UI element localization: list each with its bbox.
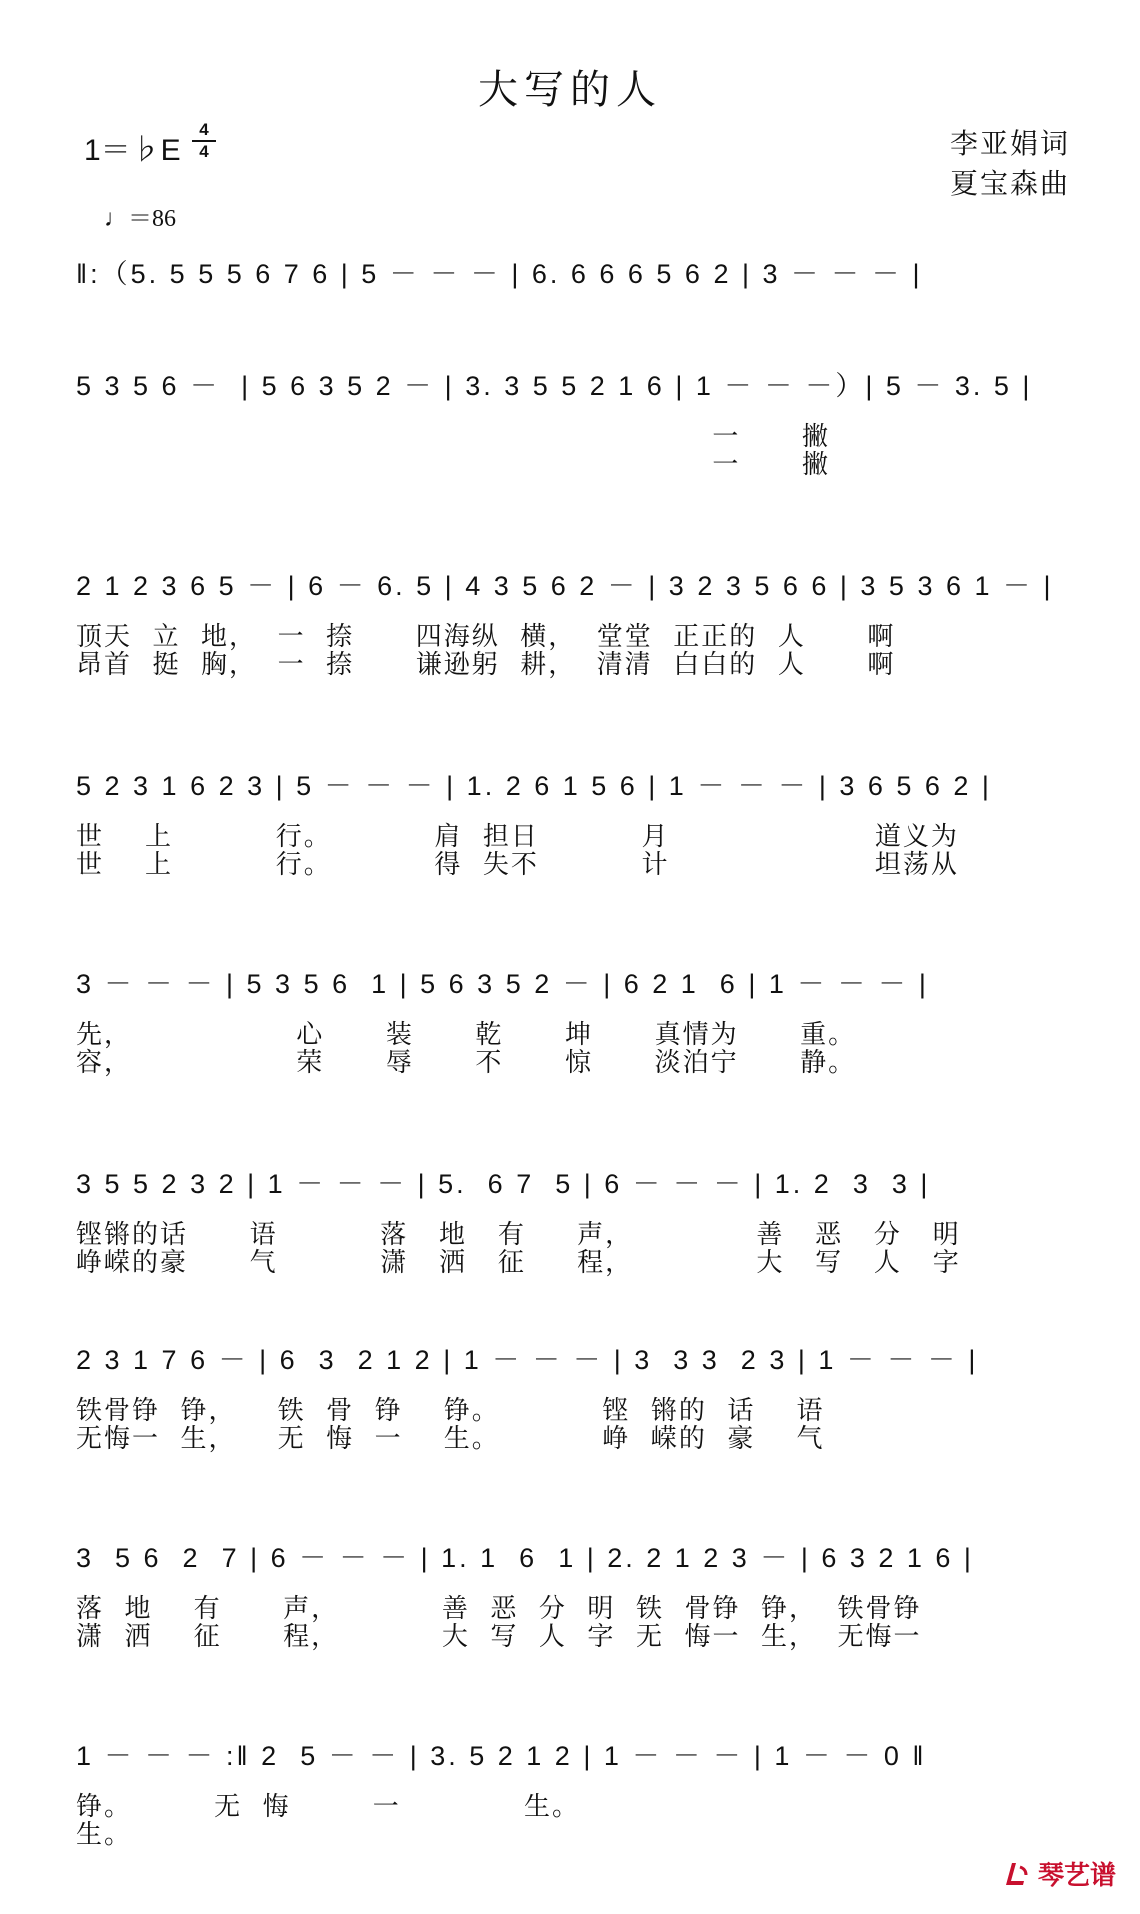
notation-line: 5 3 5 6 － | 5 6 3 5 2 － | 3. 3 5 5 2 1 6 | 1 － － －）| 5 － 3. 5 | — [76, 371, 1033, 401]
notation-line: 5 2 3 1 6 2 3 | 5 － － － | 1. 2 6 1 5 6 | 1 － － － | 3 6 5 6 2 | — [76, 771, 992, 801]
lyric-verse-2: 昂首 挺 胸， 一 捺 谦逊躬 耕， 清清 白白的 人 啊 — [76, 650, 896, 680]
watermark — [1002, 1855, 1116, 1892]
lyric-verse-2: 世 上 行。 得 失不 计 坦荡从 — [76, 850, 959, 880]
notation-line: 2 1 2 3 6 5 － | 6 － 6. 5 | 4 3 5 6 2 － | 3 2 3 5 6 6 | 3 5 3 6 1 － | — [76, 571, 1054, 601]
lyric-verse-1: 铮。 无 悔 一 生。 — [76, 1792, 580, 1822]
notation-line: 2 3 1 7 6 － | 6 3 2 1 2 | 1 － － － | 3 3 3 2 3 | 1 － － － | — [76, 1345, 979, 1375]
lyric-verse-2: 潇 洒 征 程， 大 写 人 字 无 悔一 生， 无悔一 — [76, 1622, 922, 1652]
song-title: 大写的人 — [478, 67, 662, 113]
key-signature: 1＝♭E — [84, 134, 181, 167]
lyric-verse-2: 无悔一 生， 无 悔 一 生。 峥 嵘的 豪 气 — [76, 1424, 825, 1454]
lyric-verse-1: 铁骨铮 铮， 铁 骨 铮 铮。 铿 锵的 话 语 — [76, 1396, 825, 1426]
composer-credit: 夏宝森曲 — [949, 167, 1070, 200]
watermark-text: 琴艺谱 — [1037, 1861, 1116, 1891]
notation-line: ‖:（5. 5 5 5 6 7 6 | 5 － － － | 6. 6 6 6 5 6 2 | 3 － － － | — [76, 259, 923, 289]
lyric-verse-2: 一 撇 — [76, 450, 830, 480]
lyricist-credit: 李亚娟词 — [949, 127, 1070, 160]
music-note-logo-icon — [1002, 1859, 1032, 1889]
lyric-verse-1: 世 上 行。 肩 担日 月 道义为 — [76, 822, 959, 852]
lyric-verse-2: 生。 — [76, 1820, 133, 1850]
lyric-verse-1: 铿锵的话 语 落 地 有 声， 善 恶 分 明 — [76, 1220, 961, 1250]
lyric-verse-1: 一 撇 — [76, 422, 830, 452]
time-signature — [192, 121, 216, 161]
time-signature-bottom: 4 — [199, 142, 209, 161]
notation-line: 3 5 6 2 7 | 6 － － － | 1. 1 6 1 | 2. 2 1 2 3 － | 6 3 2 1 6 | — [76, 1543, 974, 1573]
time-signature-top: 4 — [199, 120, 209, 139]
lyric-verse-2: 峥嵘的豪 气 潇 洒 征 程， 大 写 人 字 — [76, 1248, 961, 1278]
notation-line: 3 － － － | 5 3 5 6 1 | 5 6 3 5 2 － | 6 2 1 6 | 1 － － － | — [76, 969, 929, 999]
lyric-verse-1: 落 地 有 声， 善 恶 分 明 铁 骨铮 铮， 铁骨铮 — [76, 1594, 922, 1624]
tempo-marking: ♩＝86 — [104, 206, 176, 232]
lyric-verse-1: 顶天 立 地， 一 捺 四海纵 横， 堂堂 正正的 人 啊 — [76, 622, 896, 652]
lyric-verse-2: 容， 荣 辱 不 惊 淡泊宁 静。 — [76, 1048, 857, 1078]
credits — [950, 124, 1070, 204]
notation-line: 3 5 5 2 3 2 | 1 － － － | 5. 6 7 5 | 6 － － － | 1. 2 3 3 | — [76, 1169, 931, 1199]
notation-line: 1 － － － :‖ 2 5 － － | 3. 5 2 1 2 | 1 － － － | 1 － － 0 ‖ — [76, 1741, 927, 1771]
lyric-verse-1: 先， 心 装 乾 坤 真情为 重。 — [76, 1020, 857, 1050]
